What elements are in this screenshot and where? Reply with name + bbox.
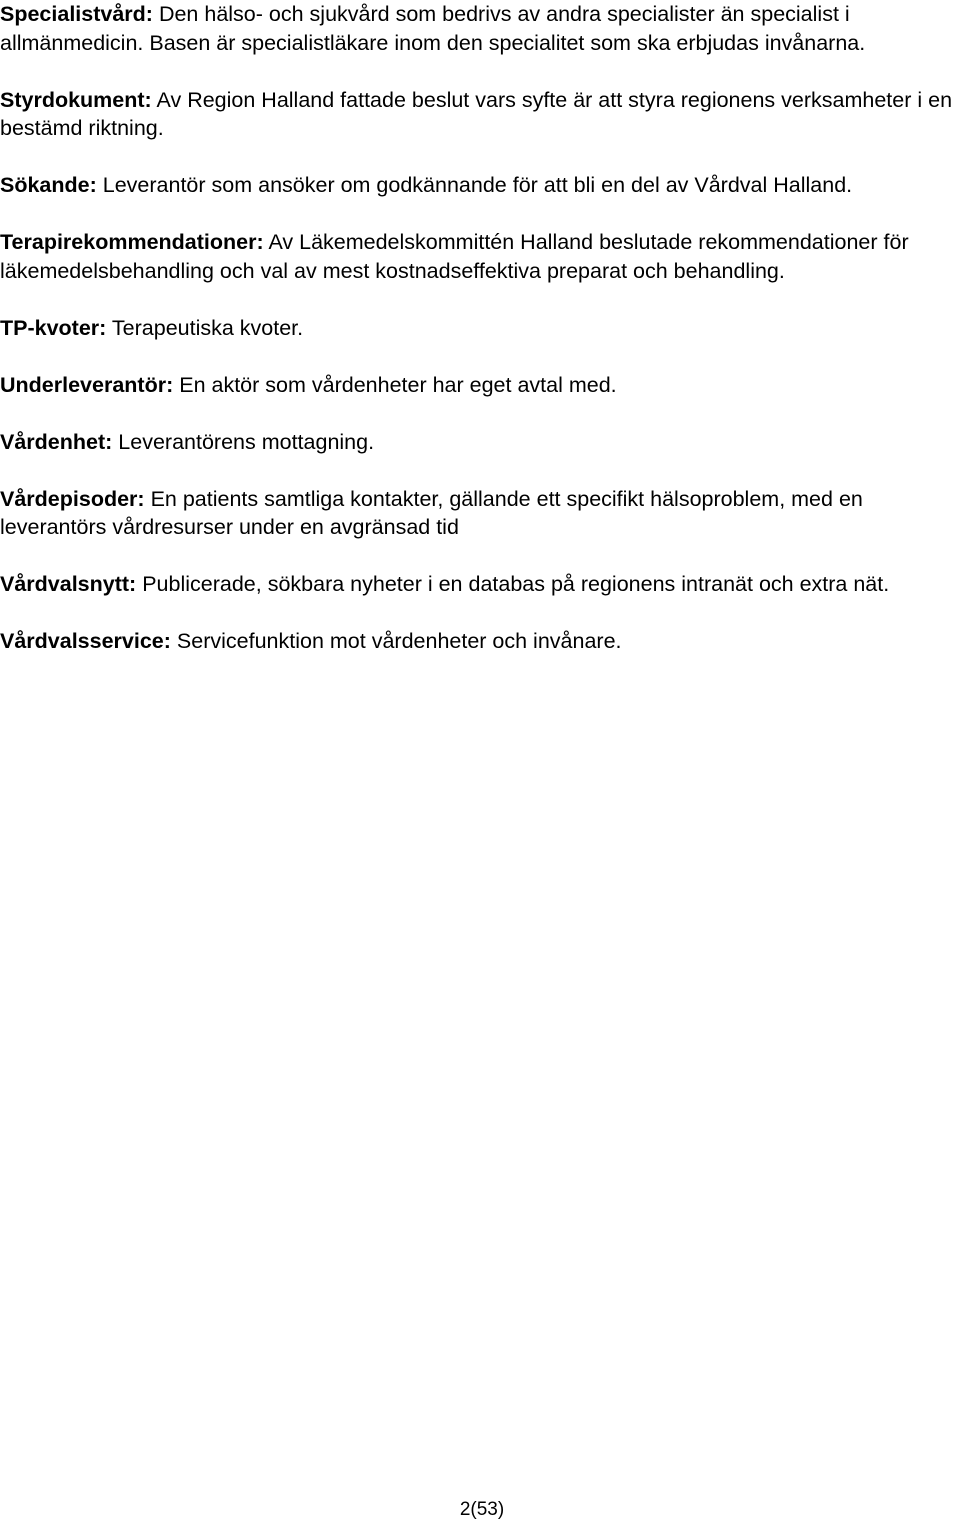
glossary-term: Vårdenhet: [0, 429, 113, 454]
glossary-definition: En aktör som vårdenheter har eget avtal med. [179, 372, 617, 397]
glossary-entry-tp-kvoter [0, 314, 960, 343]
glossary-term: Vårdepisoder: [0, 486, 145, 511]
glossary-term: Sökande: [0, 173, 97, 197]
glossary-definition: Publicerade, sökbara nyheter i en databas på regionens intranät och extra nät. [142, 572, 890, 596]
glossary-definition: Den hälso- och sjukvård som bedrivs av andra specialister än specialist i allmänmedicin. Basen är specialistläkare inom den specialitet som ska erbjudas invånarna. [0, 2, 866, 55]
glossary-term: Specialistvård: [0, 2, 153, 26]
glossary-definition: Leverantörens mottagning. [118, 429, 375, 454]
glossary-definition: Av Läkemedelskommittén Halland beslutade rekommendationer för läkemedelsbehandling och val av mest kostnadseffektiva preparat och behandling. [0, 230, 909, 283]
glossary-entry-vardvalsnytt [0, 570, 960, 599]
glossary-entry-underleverantor [0, 371, 960, 400]
glossary-entry-styrdokument [0, 86, 960, 143]
glossary-term: Vårdvalsservice: [0, 629, 171, 653]
glossary-list [0, 0, 960, 656]
glossary-definition: En patients samtliga kontakter, gällande ett specifikt hälsoproblem, med en leverantörs vårdresurser under en avgränsad tid [0, 486, 863, 539]
glossary-definition: Terapeutiska kvoter. [111, 315, 304, 340]
glossary-term: Vårdvalsnytt: [0, 572, 137, 596]
glossary-definition: Servicefunktion mot vårdenheter och invånare. [176, 629, 622, 653]
glossary-entry-vardenhet [0, 428, 960, 457]
glossary-entry-vardvalsservice [0, 627, 960, 656]
glossary-definition: Leverantör som ansöker om godkännande för att bli en del av Vårdval Halland. [102, 173, 853, 197]
glossary-definition: Av Region Halland fattade beslut vars syfte är att styra regionens verksamheter i en bestämd riktning. [0, 87, 953, 140]
glossary-entry-specialistvard [0, 0, 960, 57]
glossary-entry-vardepisoder [0, 485, 960, 542]
glossary-term: TP-kvoter: [0, 315, 107, 340]
page-number: 2(53) [459, 1499, 505, 1520]
glossary-term: Styrdokument: [0, 87, 152, 112]
glossary-entry-sokande [0, 171, 960, 200]
glossary-term: Underleverantör: [0, 372, 174, 397]
glossary-entry-terapirekommendationer [0, 228, 960, 285]
glossary-term: Terapirekommendationer: [0, 230, 264, 254]
